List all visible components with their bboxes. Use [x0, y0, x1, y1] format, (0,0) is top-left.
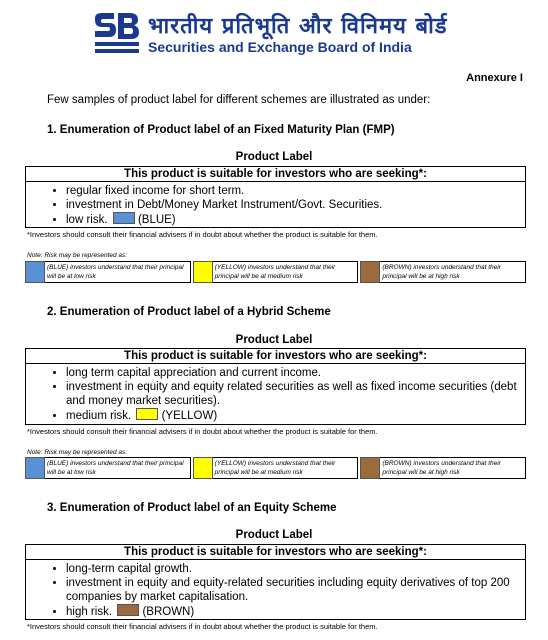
legend-text-blue: (BLUE) investors understand that their principal will be at low risk — [45, 457, 191, 479]
header — [92, 8, 532, 60]
section-3-title: 3. Enumeration of Product label of an Equity Scheme — [47, 502, 337, 514]
legend-text-blue: (BLUE) investors understand that their principal will be at low risk — [45, 261, 191, 283]
section-2-risk-legend — [25, 457, 526, 479]
legend-item-brown — [360, 261, 526, 283]
risk-color-label: (YELLOW) — [161, 410, 218, 422]
annexure-label: Annexure I — [466, 72, 523, 84]
list-item — [66, 408, 525, 423]
section-2-title: 2. Enumeration of Product label of a Hybrid Scheme — [47, 306, 331, 318]
blue-swatch — [25, 261, 45, 283]
section-1-product-label-title: Product Label — [235, 151, 313, 163]
legend-item-blue — [25, 457, 191, 479]
list-item: • long-term capital growth. — [66, 562, 525, 576]
section-2-product-label-title: Product Label — [235, 334, 313, 346]
section-1-bullet-list — [26, 184, 525, 227]
section-1-product-label-box — [25, 166, 526, 228]
blue-risk-swatch — [113, 212, 135, 224]
section-1-disclaimer: *Investors should consult their financial advisers if in doubt about whether the product is suitable for them. — [27, 230, 378, 239]
legend-item-blue — [25, 261, 191, 283]
blue-swatch — [25, 457, 45, 479]
risk-color-label: (BROWN) — [142, 606, 195, 618]
yellow-swatch — [193, 261, 213, 283]
section-1-title: 1. Enumeration of Product label of an Fixed Maturity Plan (FMP) — [47, 124, 395, 136]
list-item: • investment in equity and equity related securities as well as fixed income securities (debt and money market securities). — [66, 380, 525, 408]
section-2-risk-note: Note: Risk may be represented as: — [27, 449, 128, 456]
list-item: • investment in Debt/Money Market Instrument/Govt. Securities. — [66, 198, 525, 212]
sebi-english-name: Securities and Exchange Board of India — [148, 39, 412, 55]
legend-text-yellow: (YELLOW) investors understand that their principal will be at medium risk — [213, 457, 359, 479]
list-item: • long term capital appreciation and current income. — [66, 366, 525, 380]
risk-level: high risk. — [66, 606, 113, 618]
intro-text: Few samples of product label for different schemes are illustrated as under: — [47, 94, 431, 106]
section-3-product-label-title: Product Label — [235, 529, 313, 541]
list-item — [66, 212, 525, 227]
section-3-product-label-box — [25, 544, 526, 620]
section-2-product-label-box — [25, 348, 526, 425]
legend-item-brown — [360, 457, 526, 479]
section-2-disclaimer: *Investors should consult their financial advisers if in doubt about whether the product is suitable for them. — [27, 427, 378, 436]
list-item: • investment in equity and equity-related securities including equity derivatives of top 200 companies by market capitalisation. — [66, 576, 525, 604]
list-item: • regular fixed income for short term. — [66, 184, 525, 198]
section-1-risk-legend — [25, 261, 526, 283]
list-item — [66, 604, 525, 619]
sebi-hindi-name: भारतीय प्रतिभूति और विनिमय बोर्ड — [148, 14, 448, 39]
sebi-logo-icon — [92, 10, 142, 56]
risk-level: medium risk. — [66, 410, 132, 422]
risk-level: low risk. — [66, 214, 108, 226]
suitability-header: This product is suitable for investors who are seeking*: — [26, 349, 525, 364]
legend-text-yellow: (YELLOW) investors understand that their principal will be at medium risk — [213, 261, 359, 283]
brown-risk-swatch — [117, 604, 139, 616]
legend-item-yellow — [193, 457, 359, 479]
section-2-bullet-list — [26, 366, 525, 423]
yellow-risk-swatch — [136, 408, 158, 420]
suitability-header: This product is suitable for investors who are seeking*: — [26, 167, 525, 182]
yellow-swatch — [193, 457, 213, 479]
risk-color-label: (BLUE) — [137, 214, 176, 226]
legend-text-brown: (BROWN) investors understand that their principal will be at high risk — [380, 457, 526, 479]
brown-swatch — [360, 261, 380, 283]
section-3-disclaimer: *Investors should consult their financial advisers if in doubt about whether the product is suitable for them. — [27, 622, 378, 631]
suitability-header: This product is suitable for investors who are seeking*: — [26, 545, 525, 560]
section-1-risk-note: Note: Risk may be represented as: — [27, 252, 128, 259]
legend-text-brown: (BROWN) investors understand that their principal will be at high risk — [380, 261, 526, 283]
brown-swatch — [360, 457, 380, 479]
legend-item-yellow — [193, 261, 359, 283]
section-3-bullet-list — [26, 562, 525, 619]
